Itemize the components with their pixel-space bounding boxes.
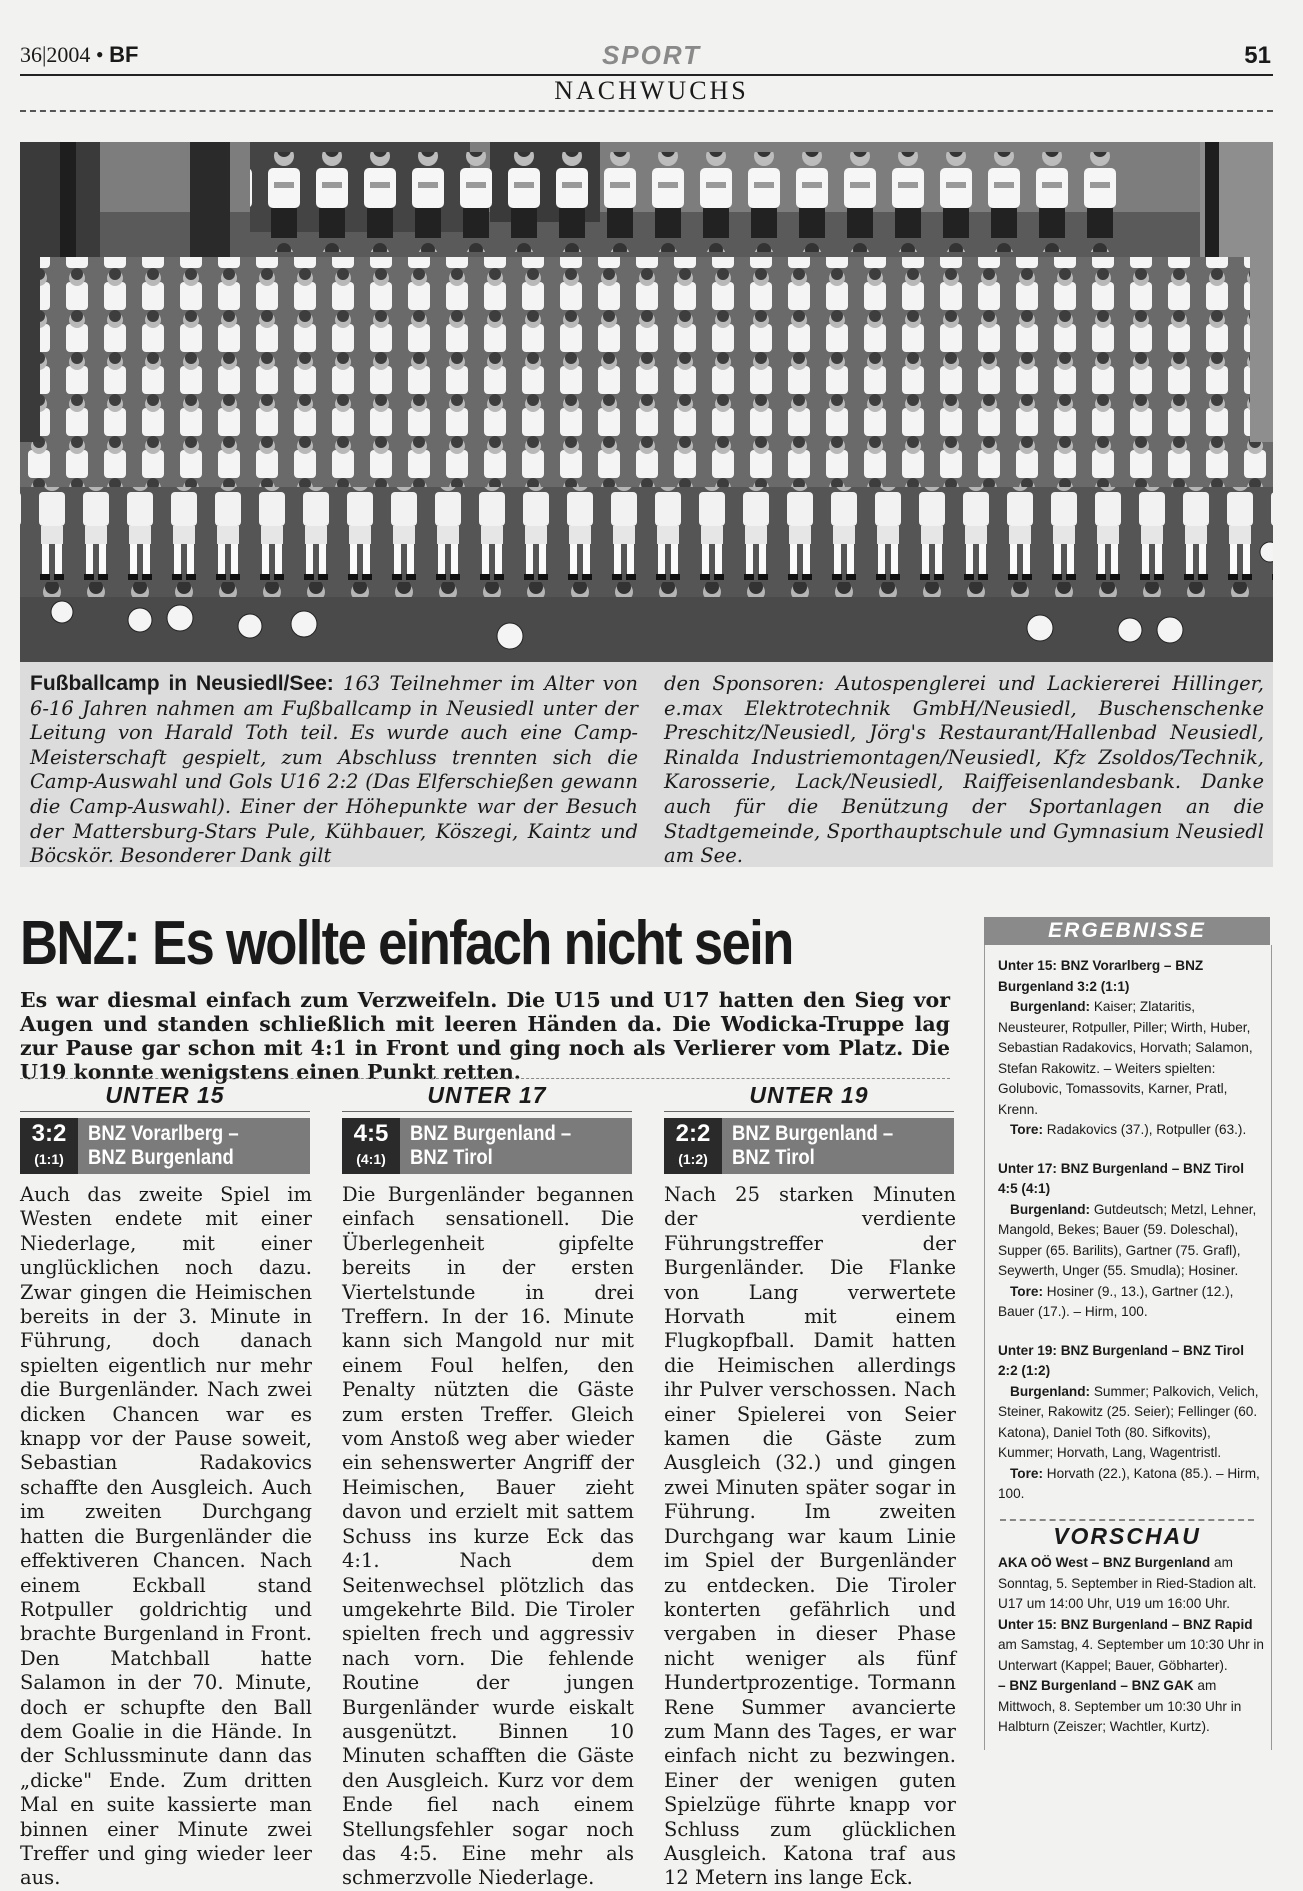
- results-list: [998, 956, 1264, 1523]
- scorers-label: Tore:: [1010, 1465, 1043, 1481]
- page-number: 51: [1244, 42, 1271, 69]
- scorers-label: Tore:: [1010, 1283, 1043, 1299]
- preview-details: am Mittwoch, 8. September um 10:30 Uhr in Halbturn (Zeiszer; Wachtler, Kurtz).: [998, 1678, 1242, 1734]
- final-score: 3:2: [31, 1120, 67, 1147]
- result-entry: [998, 1159, 1264, 1323]
- score-badge: [664, 1118, 722, 1174]
- result-match: Unter 19: BNZ Burgenland – BNZ Tirol 2:2 (1:2): [998, 1342, 1244, 1378]
- column-text-u19: Nach 25 starken Minuten der verdiente Führungstreffer der Burgenländer. Die Flanke von Lang verwertete Horvath mit einem Flugkopfball. Damit hatten die Heimischen allerdings ihr Pulver verschossen. Nach einer Spielerei von Seier kamen die Gäste zum Ausgleich (32.) und gingen zwei Minuten später sogar in Führung. Im zweiten Durchgang war kaum Linie im Spiel der Burgenländer zu entdecken. Die Tiroler konterten gefährlich und vergaben in dieser Phase nicht weniger als fünf Hundertprozentige. Tormann Rene Summer avancierte zum Mann des Tages, er war einfach nicht zu bezwingen. Einer der wenigen guten Spielzüge führte knapp vor Schluss zum glücklichen Ausgleich. Katona traf aus 12 Metern ins lange Eck.: [664, 1183, 956, 1890]
- column-heading-u15: UNTER 15: [20, 1082, 310, 1112]
- article-headline: BNZ: Es wollte einfach nicht sein: [20, 909, 793, 978]
- match-teams: [88, 1122, 282, 1170]
- preview-match: Unter 15: BNZ Burgenland – BNZ Rapid: [998, 1616, 1253, 1632]
- preview-title: VORSCHAU: [1000, 1519, 1254, 1550]
- section-divider: [20, 110, 1273, 112]
- score-badge: [342, 1118, 400, 1174]
- halftime-score: (1:1): [34, 1151, 64, 1167]
- column-text-u17: Die Burgenländer begannen einfach sensationell. Die Überlegenheit gipfelte bereits in der ersten Viertelstunde in drei Treffern. In der 16. Minute kann sich Mangold nur mit einem Foul helfen, den Penalty nützten die Gäste zum ersten Treffer. Gleich vom Anstoß weg aber wieder ein sehenswerter Angriff der Heimischen, Bauer zieht davon und erzielt mit sattem Schuss ins kurze Eck das 4:1. Nach dem Seitenwechsel plötzlich das umgekehrte Bild. Die Tiroler spielten frech und aggressiv nach vorn. Die fehlende Routine der jungen Burgenländer wurde eiskalt ausgenützt. Binnen 10 Minuten schafften die Gäste den Ausgleich. Kurz vor dem Ende fiel nach einem Stellungsfehler sogar noch das 4:5. Eine mehr als schmerzvolle Niederlage.: [342, 1183, 634, 1890]
- result-match: Unter 15: BNZ Vorarlberg – BNZ Burgenland 3:2 (1:1): [998, 958, 1204, 994]
- result-match: Unter 17: BNZ Burgenland – BNZ Tirol 4:5 (4:1): [998, 1160, 1244, 1196]
- score-box-u17: [342, 1118, 632, 1174]
- section-title: NACHWUCHS: [554, 76, 749, 105]
- caption-title: Fußballcamp in Neusiedl/See:: [30, 672, 334, 695]
- preview-entry: [998, 1676, 1266, 1738]
- match-teams: [410, 1122, 604, 1170]
- lineup-label: Burgenland:: [1010, 1201, 1091, 1217]
- preview-match: AKA OÖ West – BNZ Burgenland: [998, 1555, 1211, 1570]
- team-away: BNZ Burgenland: [88, 1146, 234, 1169]
- team-home: BNZ Burgenland –: [732, 1122, 894, 1145]
- photo-illustration: [20, 142, 1273, 662]
- preview-entry: [998, 1553, 1266, 1615]
- team-home: BNZ Burgenland –: [410, 1122, 572, 1145]
- halftime-score: (4:1): [356, 1151, 386, 1167]
- issue-number: 36|2004 •: [20, 42, 104, 67]
- scorers: Horvath (22.), Katona (85.). – Hirm, 100.: [998, 1465, 1260, 1501]
- article-lead: Es war diesmal einfach zum Verzweifeln. Die U15 und U17 hatten den Sieg vor Augen und standen schließlich mit leeren Händen da. Die Wodicka-Truppe lag zur Pause gar schon mit 4:1 in Front und ging noch als Verlierer vom Platz. Die U19 konnte wenigstens einen Punkt retten.: [20, 988, 950, 1084]
- result-entry: [998, 956, 1264, 1141]
- final-score: 2:2: [675, 1120, 711, 1147]
- lineup: Gutdeutsch; Metzl, Lehner, Mangold, Bekes; Bauer (59. Doleschal), Supper (65. Barilits), Gartner (75. Grafl), Seywerth, Unger (55. Smudla); Hosiner.: [998, 1201, 1257, 1278]
- section-tag: SPORT: [601, 40, 702, 70]
- team-group-photo: [20, 142, 1273, 662]
- caption-right: den Sponsoren: Autospenglerei und Lackiererei Hillinger, e.max Elektrotechnik GmbH/Neusiedl, Buschenschenke Preschitz/Neusiedl, Jörg's Restaurant/Hallenbad Neusiedl, Rinalda Industriemontagen/Neusiedl, Kfz Zsoldos/Technik, Karosserie, Lack/Neusiedl, Raiffeisenlandesbank. Danke auch für die Benützung der Sportanlagen an die Stadtgemeinde, Sporthauptschule und Gymnasium Neusiedl am See.: [664, 672, 1264, 868]
- score-box-u19: [664, 1118, 954, 1174]
- match-teams: [732, 1122, 926, 1170]
- preview-match: – BNZ Burgenland – BNZ GAK: [998, 1678, 1194, 1693]
- scorers: Radakovics (37.), Rotpuller (63.).: [1046, 1122, 1247, 1137]
- column-heading-u17: UNTER 17: [342, 1082, 632, 1112]
- scorers: Hosiner (9., 13.), Gartner (12.), Bauer (17.). – Hirm, 100.: [998, 1283, 1234, 1319]
- lineup-label: Burgenland:: [1010, 1383, 1091, 1399]
- score-badge: [20, 1118, 78, 1174]
- caption-left: [30, 672, 638, 869]
- preview-details: am Sonntag, 5. September in Ried-Stadion alt. U17 um 14:00 Uhr, U19 um 16:00 Uhr.: [998, 1555, 1257, 1611]
- lineup: Kaiser; Zlataritis, Neusteurer, Rotpuller, Piller; Wirth, Huber, Sebastian Radakovics, Horvath; Salamon, Stefan Rakowitz. – Weiters spielten: Golubovic, Tomassovits, Karner, Pratl, Krenn.: [998, 999, 1253, 1117]
- team-away: BNZ Tirol: [732, 1146, 815, 1169]
- lineup-label: Burgenland:: [1010, 999, 1091, 1014]
- caption-left-text: 163 Teilnehmer im Alter von 6-16 Jahren nahmen am Fußballcamp in Neusiedl unter der Leitung von Harald Toth teil. Es wurde auch eine Camp-Meisterschaft gespielt, zum Abschluss trennten sich die Camp-Auswahl und Gols U16 2:2 (Das Elferschießen gewann die Camp-Auswahl). Einer der Höhepunkte war der Besuch der Mattersburg-Stars Pule, Kühbauer, Köszegi, Kaintz und Böcskör. Besonderer Dank gilt: [30, 672, 638, 868]
- team-away: BNZ Tirol: [410, 1146, 493, 1169]
- preview-entry: [998, 1615, 1266, 1677]
- halftime-score: (1:2): [678, 1151, 708, 1167]
- final-score: 4:5: [353, 1120, 389, 1147]
- column-text-u15: Auch das zweite Spiel im Westen endete mit einer Niederlage, mit einer unglücklichen noch dazu. Zwar gingen die Heimischen bereits in der 3. Minute in Führung, doch danach spielten eigentlich nur mehr die Burgenländer. Nach zwei dicken Chancen war es knapp vor der Pause soweit, Sebastian Radakovics schaffte den Ausgleich. Auch im zweiten Durchgang hatten die Burgenländer die effektiveren Chancen. Nach einem Eckball stand Rotpuller goldrichtig und brachte Burgenland in Front. Den Matchball hatte Salamon in der 70. Minute, doch er schupfte den Ball dem Goalie in die Hände. In der Schlussminute dann das „dicke" Ende. Zum dritten Mal en suite kassierte man binnen einer Minute zwei Treffer und ging wieder leer aus.: [20, 1183, 312, 1890]
- lineup: Summer; Palkovich, Velich, Steiner, Rakowitz (25. Seier); Fellinger (60. Katona), Daniel Toth (80. Sifkovits), Kummer; Horvath, Lang, Wagentristl.: [998, 1383, 1259, 1460]
- preview-details: am Samstag, 4. September um 10:30 Uhr in Unterwart (Kappel; Bauer, Göbharter).: [998, 1637, 1264, 1673]
- result-entry: [998, 1341, 1264, 1505]
- lead-divider: [20, 1078, 950, 1079]
- results-title: ERGEBNISSE: [984, 917, 1270, 945]
- scorers-label: Tore:: [1010, 1122, 1043, 1137]
- column-heading-u19: UNTER 19: [664, 1082, 954, 1112]
- team-home: BNZ Vorarlberg –: [88, 1122, 239, 1145]
- preview-list: [998, 1553, 1266, 1738]
- brand: BF: [109, 42, 139, 67]
- score-box-u15: [20, 1118, 310, 1174]
